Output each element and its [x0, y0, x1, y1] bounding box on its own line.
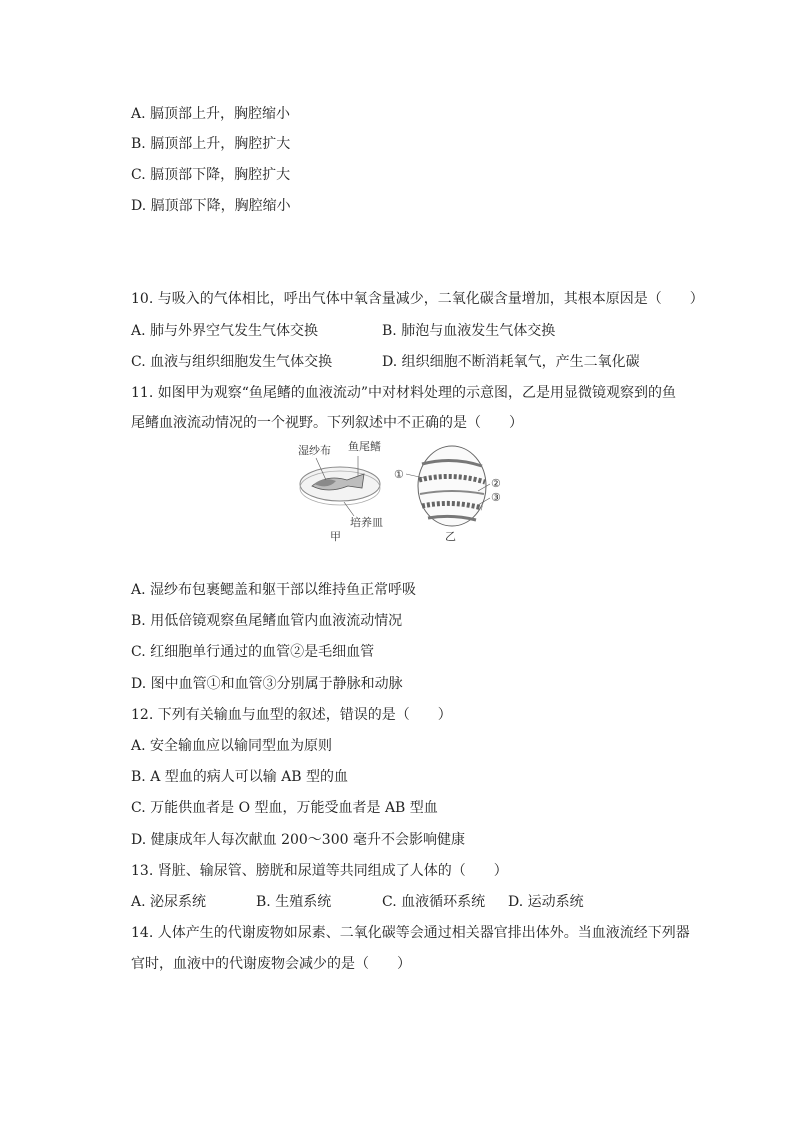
microscope-field [418, 446, 486, 526]
q12-option-d: D. 健康成年人每次献血 200～300 毫升不会影响健康 [131, 832, 465, 848]
label-dish: 培养皿 [350, 516, 383, 529]
q11-stem-line1: 11. 如图甲为观察“鱼尾鳍的血液流动”中对材料处理的示意图，乙是用显微镜观察到的鱼 [131, 385, 677, 401]
marker-1: ① [394, 468, 404, 481]
q10-option-a: A. 肺与外界空气发生气体交换 [131, 323, 319, 339]
q12-option-a: A. 安全输血应以输同型血为原则 [131, 738, 333, 754]
q13-stem: 13. 肾脏、输尿管、膀胱和尿道等共同组成了人体的（ ） [131, 863, 508, 879]
fish-experiment-illustration [292, 436, 512, 546]
label-wet-gauze: 湿纱布 [298, 444, 331, 457]
q13-option-b: B. 生殖系统 [256, 894, 332, 910]
q11-stem-line2: 尾鳍血液流动情况的一个视野。下列叙述中不正确的是（ ） [131, 415, 523, 431]
q10-option-b: B. 肺泡与血液发生气体交换 [382, 323, 556, 339]
q13-option-c: C. 血液循环系统 [382, 894, 486, 910]
q9-option-c: C. 膈顶部下降，胸腔扩大 [131, 167, 291, 183]
q14-stem-line2: 官时，血液中的代谢废物会减少的是（ ） [131, 956, 411, 972]
q11-option-c: C. 红细胞单行通过的血管②是毛细血管 [131, 644, 375, 660]
q13-option-a: A. 泌尿系统 [131, 894, 207, 910]
q10-option-c: C. 血液与组织细胞发生气体交换 [131, 354, 333, 370]
label-yi: 乙 [445, 530, 456, 543]
q11-option-b: B. 用低倍镜观察鱼尾鳍血管内血液流动情况 [131, 613, 403, 629]
q12-option-c: C. 万能供血者是 O 型血，万能受血者是 AB 型血 [131, 800, 438, 816]
q9-option-a: A. 膈顶部上升，胸腔缩小 [131, 106, 291, 122]
label-tail-fin: 鱼尾鳍 [348, 440, 381, 453]
q12-option-b: B. A 型血的病人可以输 AB 型的血 [131, 769, 349, 785]
marker-3: ③ [491, 491, 501, 504]
q10-stem: 10. 与吸入的气体相比，呼出气体中氧含量减少，二氧化碳含量增加，其根本原因是（ ） [131, 291, 704, 307]
label-jia: 甲 [330, 530, 341, 543]
q9-option-b: B. 膈顶部上升，胸腔扩大 [131, 136, 291, 152]
q9-option-d: D. 膈顶部下降，胸腔缩小 [131, 198, 291, 214]
marker-2: ② [491, 477, 501, 490]
q11-option-d: D. 图中血管①和血管③分别属于静脉和动脉 [131, 676, 403, 692]
q11-option-a: A. 湿纱布包裹鳃盖和躯干部以维持鱼正常呼吸 [131, 582, 417, 598]
q12-stem: 12. 下列有关输血与血型的叙述，错误的是（ ） [131, 707, 452, 723]
q13-option-d: D. 运动系统 [508, 894, 584, 910]
q11-figure [292, 436, 512, 546]
q10-option-d: D. 组织细胞不断消耗氧气，产生二氧化碳 [382, 354, 640, 370]
q14-stem-line1: 14. 人体产生的代谢废物如尿素、二氧化碳等会通过相关器官排出体外。当血液流经下列器 [131, 925, 690, 941]
